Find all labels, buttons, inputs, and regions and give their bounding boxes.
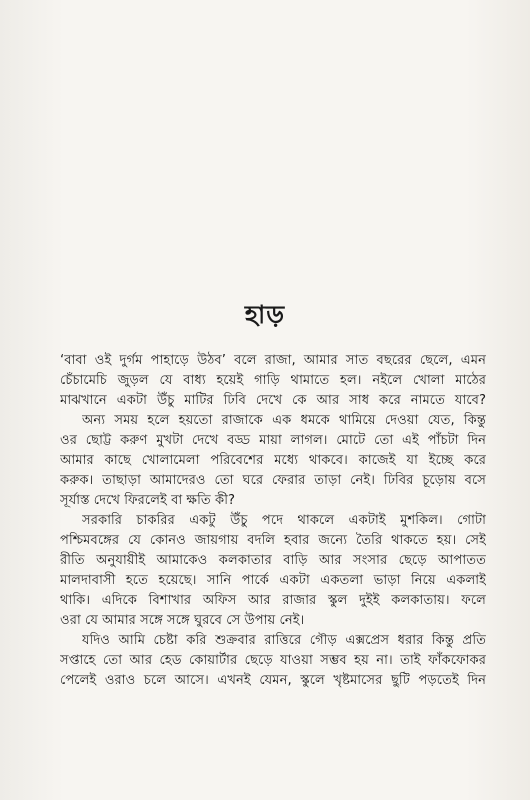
text-line-1: ‘বাবা ওই দুর্গম পাহাড়ে উঠব’ বলে রাজা, আমার সাত বছরের ছেলে, এমন — [60, 353, 486, 368]
text-line-12: মালদাবাসী হতে হয়েছে। সানি পার্কে একটা একতলা ভাড়া নিয়ে একলাই — [60, 573, 486, 588]
text-line-13: থাকি। এদিকে বিশাখার অফিস আর রাজার স্কুল দুইই কলকাতায়। ফলে — [60, 593, 486, 608]
chapter-title: হাড় — [244, 300, 286, 329]
text-line-8: সূর্যাস্ত দেখে ফিরলেই বা ক্ষতি কী? — [60, 493, 235, 508]
text-line-14: ওরা যে আমার সঙ্গে সঙ্গে ঘুরবে সে উপায় নেই। — [60, 613, 305, 628]
text-line-9: সরকারি চাকরির একটু উঁচু পদে থাকলে একটাই মুশকিল। গোটা — [82, 513, 486, 528]
text-line-10: পশ্চিমবঙ্গের যে কোনও জায়গায় বদলি হবার জন্যে তৈরি থাকতে হয়। সেই — [60, 533, 486, 548]
text-line-4: অন্য সময় হলে হয়তো রাজাকে এক ধমকে থামিয়ে দেওয়া যেত, কিন্তু — [82, 413, 486, 428]
text-line-7: করুক। তাছাড়া আমাদেরও তো ঘরে ফেরার তাড়া নেই। ঢিবির চূড়োয় বসে — [60, 473, 486, 488]
text-line-16: সপ্তাহে তো আর হেড কোয়ার্টার ছেড়ে যাওয়া সম্ভব হয় না। তাই ফাঁকফোকর — [60, 653, 486, 668]
text-line-6: আমার কাছে খোলামেলা পরিবেশের মধ্যে থাকবে। কাজেই যা ইচ্ছে করে — [60, 453, 486, 468]
text-line-5: ওর ছোট্ট করুণ মুখটা দেখে বড্ড মায়া লাগল। মোটে তো এই পাঁচটা দিন — [60, 433, 486, 448]
text-line-2: চেঁচামেচি জুড়ল যে বাধ্য হয়েই গাড়ি থামাতে হল। নইলে খোলা মাঠের — [60, 373, 486, 388]
text-line-17: পেলেই ওরাও চলে আসে। এখনই যেমন, স্কুলে খৃষ্টমাসের ছুটি পড়তেই দিন — [60, 673, 486, 688]
text-line-11: রীতি অনুযায়ীই আমাকেও কলকাতার বাড়ি আর সংসার ছেড়ে আপাতত — [60, 553, 486, 568]
text-line-3: মাঝখানে একটা উঁচু মাটির ঢিবি দেখে কে আর সাধ করে নামতে যাবে? — [60, 393, 486, 408]
text-line-15: যদিও আমি চেষ্টা করি শুক্রবার রাত্তিরে গৌড় এক্সপ্রেস ধরার কিন্তু প্রতি — [82, 633, 486, 648]
